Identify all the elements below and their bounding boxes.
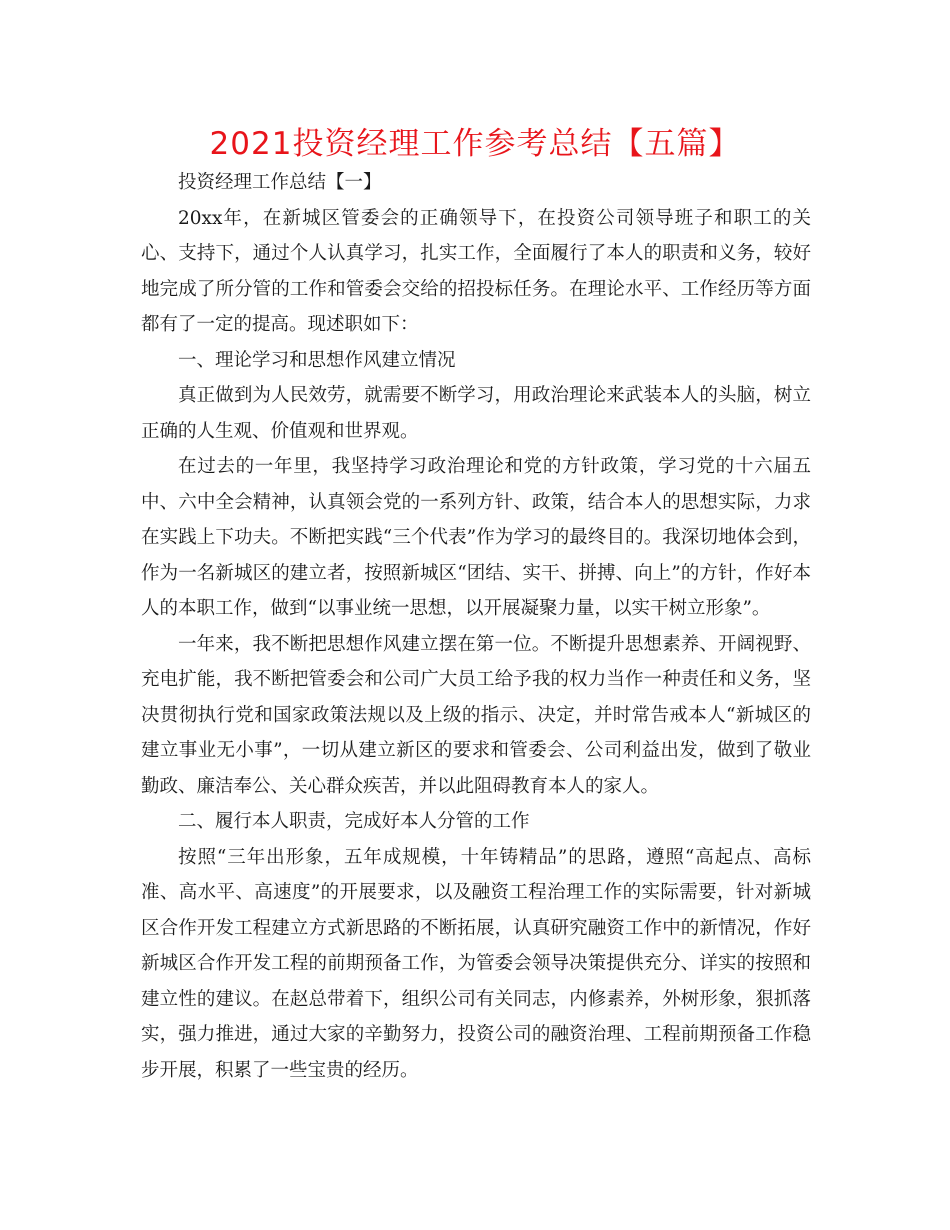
document-title: 2021投资经理工作参考总结【五篇】 xyxy=(209,126,741,162)
section-heading: 投资经理工作总结【一】 xyxy=(178,172,382,193)
body-paragraph: 一年来，我不断把思想作风建立摆在第一位。不断提升思想素养、开阔视野、充电扩能，我不断把管委会和公司广大员工给予我的权力当作一种责任和义务，坚决贯彻执行党和国家政策法规以及上级的指示、决定，并时常告戒本人“新城区的建立事业无小事”，一切从建立新区的要求和管委会、公司利益出发，做到了敬业勤政、廉洁奉公、关心群众疾苦，并以此阻碍教育本人的家人。 xyxy=(141,633,811,797)
section-heading: 一、理论学习和思想作风建立情况 xyxy=(178,349,456,371)
body-paragraph: 20xx年，在新城区管委会的正确领导下，在投资公司领导班子和职工的关心、支持下，通过个人认真学习，扎实工作，全面履行了本人的职责和义务，较好地完成了所分管的工作和管委会交给的招投标任务。在理论水平、工作经历等方面都有了一定的提高。现述职如下： xyxy=(141,207,811,335)
body-paragraph: 在过去的一年里，我坚持学习政治理论和党的方针政策，学习党的十六届五中、六中全会精神，认真领会党的一系列方针、政策，结合本人的思想实际，力求在实践上下功夫。不断把实践“三个代表”作为学习的最终目的。我深切地体会到，作为一名新城区的建立者，按照新城区“团结、实干、拼搏、向上”的方针，作好本人的本职工作，做到“以事业统一思想，以开展凝聚力量，以实干树立形象”。 xyxy=(141,456,811,619)
body-paragraph: 按照“三年出形象，五年成规模，十年铸精品”的思路，遵照“高起点、高标准、高水平、高速度”的开展要求，以及融资工程治理工作的实际需要，针对新城区合作开发工程建立方式新思路的不断拓展，认真研究融资工作中的新情况，作好新城区合作开发工程的前期预备工作，为管委会领导决策提供充分、详实的按照和建立性的建议。在赵总带着下，组织公司有关同志，内修素养，外树形象，狠抓落实，强力推进，通过大家的辛勤努力，投资公司的融资治理、工程前期预备工作稳步开展，积累了一些宝贵的经历。 xyxy=(141,846,811,1081)
section-heading: 二、履行本人职责，完成好本人分管的工作 xyxy=(178,811,530,832)
document-body xyxy=(141,165,811,1088)
body-paragraph: 真正做到为人民效劳，就需要不断学习，用政治理论来武装本人的头脑，树立正确的人生观、价值观和世界观。 xyxy=(141,385,811,442)
